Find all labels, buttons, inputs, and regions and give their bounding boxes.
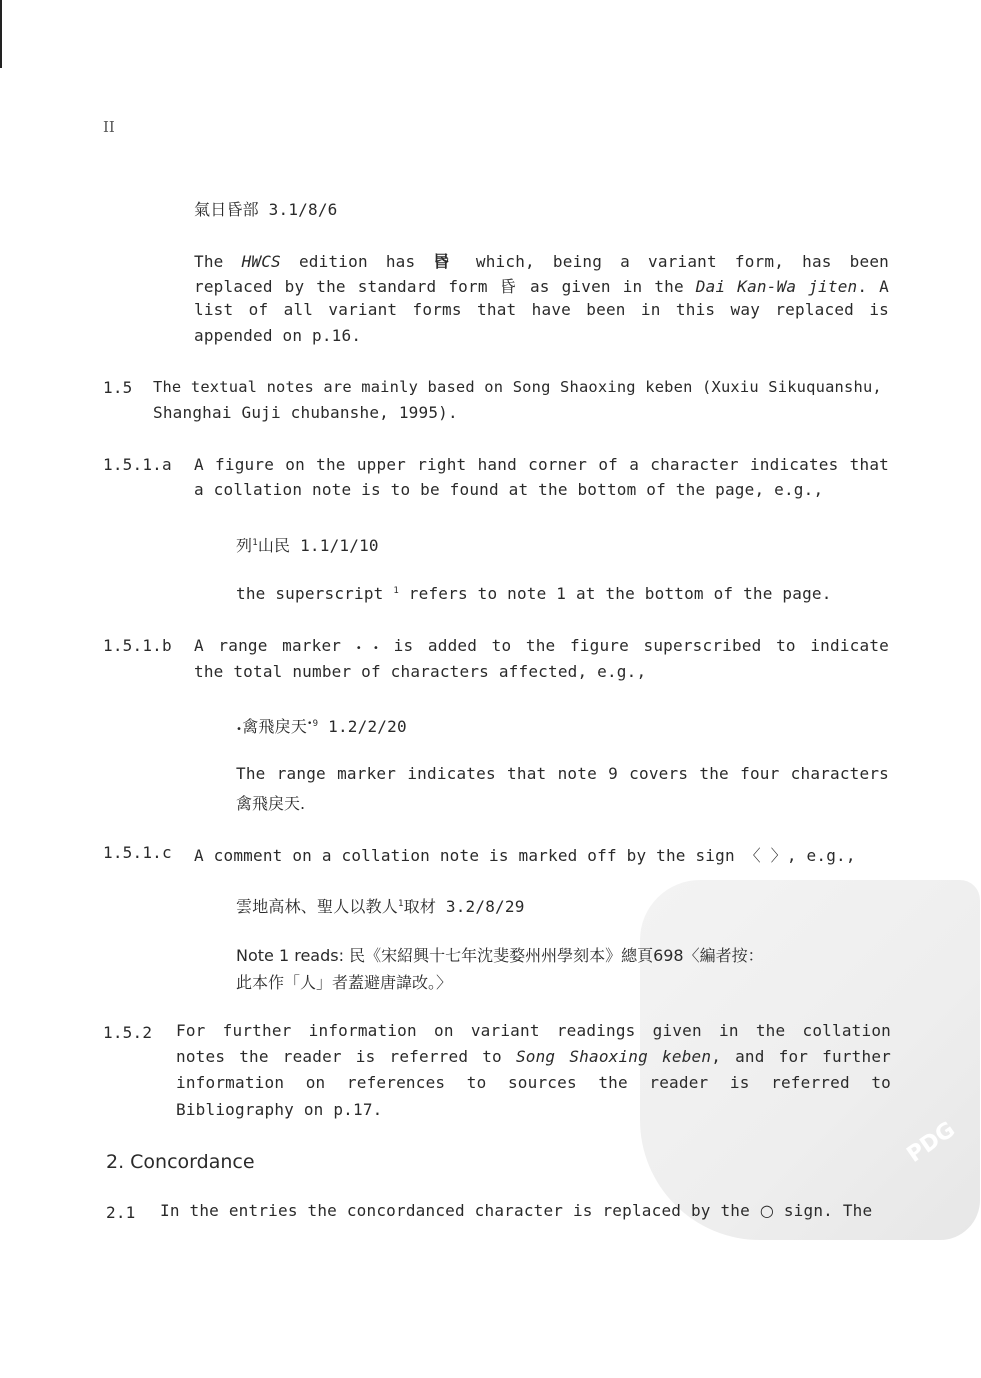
section-1-5-1-b-line-1: A range marker • • is added to the figure superscribed to indicate — [194, 636, 889, 655]
section-1-5-2-line-1: For further information on variant readings given in the collation — [176, 1021, 891, 1040]
section-2-1-line-1: In the entries the concordanced character is replaced by the ○ sign. The — [160, 1201, 873, 1220]
para-hwcs-line-3: list of all variant forms that have been in this way replaced is — [194, 300, 889, 319]
example-line-1-5-1-a: 列$^1$山民 1.1/1/10 — [236, 536, 379, 555]
page-number: II — [103, 118, 115, 136]
section-1-5-2-line-2: notes the reader is referred to Song Shaoxing keben, and for further — [176, 1047, 891, 1066]
example-note-1-5-1-b-line-2: 禽飛戾天. — [236, 794, 306, 813]
example-note-1-5-1-a: the superscript $^1$ refers to note 1 at the bottom of the page. — [236, 584, 832, 603]
example-note-1-5-1-c-line-1: Note 1 reads: 民《宋紹興十七年沈斐婺州州學刻本》總頁698〈編者按： — [236, 946, 764, 965]
section-1-5-line-1: The textual notes are mainly based on Song Shaoxing keben (Xuxiu Sikuquanshu, — [153, 378, 882, 396]
section-number-1-5-1-a: 1.5.1.a — [103, 455, 172, 474]
example-reference: 3.1/8/6 — [268, 200, 338, 219]
para-hwcs-line-4: appended on p.16. — [194, 326, 362, 345]
para-hwcs-line-2: replaced by the standard form 昏 as given in the Dai Kan-Wa jiten. A — [194, 277, 889, 296]
example-note-1-5-1-c-line-2: 此本作「人」者蓋避唐諱改。〉 — [236, 973, 453, 992]
section-number-1-5-1-b: 1.5.1.b — [103, 636, 172, 655]
scan-edge-mark — [0, 0, 2, 68]
example-line-1-5-1-b: •禽飛戾天$^{•9}$ 1.2/2/20 — [236, 717, 407, 736]
section-number-1-5: 1.5 — [103, 378, 133, 397]
section-number-2-1: 2.1 — [106, 1203, 136, 1222]
section-1-5-line-2: Shanghai Guji chubanshe, 1995). — [153, 403, 458, 422]
section-1-5-2-line-4: Bibliography on p.17. — [176, 1100, 383, 1119]
example-note-1-5-1-b-line-1: The range marker indicates that note 9 covers the four characters — [236, 764, 889, 783]
section-number-1-5-2: 1.5.2 — [103, 1023, 153, 1042]
section-1-5-1-a-line-1: A figure on the upper right hand corner of a character indicates that — [194, 455, 889, 474]
example-line-1 — [194, 197, 338, 220]
section-1-5-1-c-line-1: A comment on a collation note is marked off by the sign 〈 〉, e.g., — [194, 846, 856, 865]
section-1-5-1-a-line-2: a collation note is to be found at the bottom of the page, e.g., — [194, 480, 824, 499]
example-characters: 氣日昏部 — [194, 200, 259, 219]
example-line-1-5-1-c: 雲地高林、聖人以教人$^1$取材 3.2/8/29 — [236, 897, 525, 916]
section-1-5-1-b-line-2: the total number of characters affected, e.g., — [194, 662, 647, 681]
para-hwcs-line-1: The HWCS edition has 昬 which, being a variant form, has been — [194, 252, 889, 271]
watermark-label: PDG — [902, 1117, 960, 1168]
heading-concordance: 2. Concordance — [106, 1151, 255, 1173]
section-number-1-5-1-c: 1.5.1.c — [103, 843, 172, 862]
section-1-5-2-line-3: information on references to sources the reader is referred to — [176, 1073, 891, 1092]
